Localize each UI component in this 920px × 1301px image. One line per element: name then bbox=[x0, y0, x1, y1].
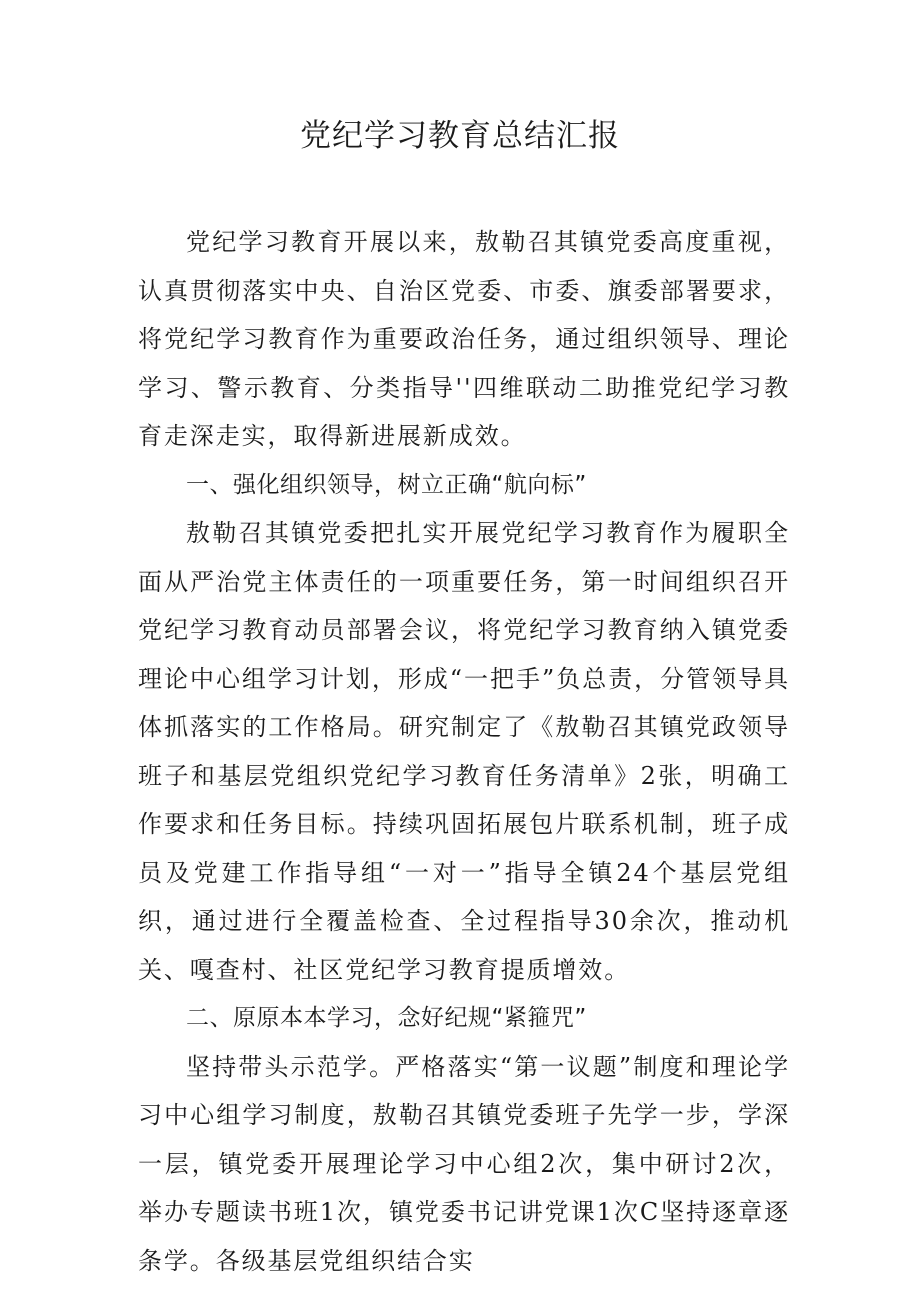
document-body bbox=[138, 218, 790, 1285]
section-heading-1: 一、强化组织领导，树立正确“航向标” bbox=[186, 471, 587, 498]
section-heading-2: 二、原原本本学习，念好纪规“紧箍咒” bbox=[186, 1005, 587, 1031]
section-paragraph-2: 坚持带头示范学。严格落实“第一议题”制度和理论学习中心组学习制度，敖勒召其镇党委班子先学一步，学深一层，镇党委开展理论学习中心组2次，集中研讨2次，举办专题读书班1次，镇党委书记讲党课1次C坚持逐章逐条学。各级基层党组织结合实 bbox=[138, 1052, 790, 1275]
document-title: 党纪学习教育总结汇报 bbox=[300, 118, 620, 154]
section-paragraph-1: 敖勒召其镇党委把扎实开展党纪学习教育作为履职全面从严治党主体责任的一项重要任务，第一时间组织召开党纪学习教育动员部署会议，将党纪学习教育纳入镇党委理论中心组学习计划，形成“一把手”负总责，分管领导具体抓落实的工作格局。研究制定了《敖勒召其镇党政领导班子和基层党组织党纪学习教育任务清单》2张，明确工作要求和任务目标。持续巩固拓展包片联系机制，班子成员及党建工作指导组“一对一”指导全镇24个基层党组织，通过进行全覆盖检查、全过程指导30余次，推动机关、嘎查村、社区党纪学习教育提质增效。 bbox=[138, 519, 790, 984]
intro-paragraph: 党纪学习教育开展以来，敖勒召其镇党委高度重视，认真贯彻落实中央、自治区党委、市委、旗委部署要求，将党纪学习教育作为重要政治任务，通过组织领导、理论学习、警示教育、分类指导''四维联动二助推党纪学习教育走深走实，取得新进展新成效。 bbox=[138, 228, 790, 450]
